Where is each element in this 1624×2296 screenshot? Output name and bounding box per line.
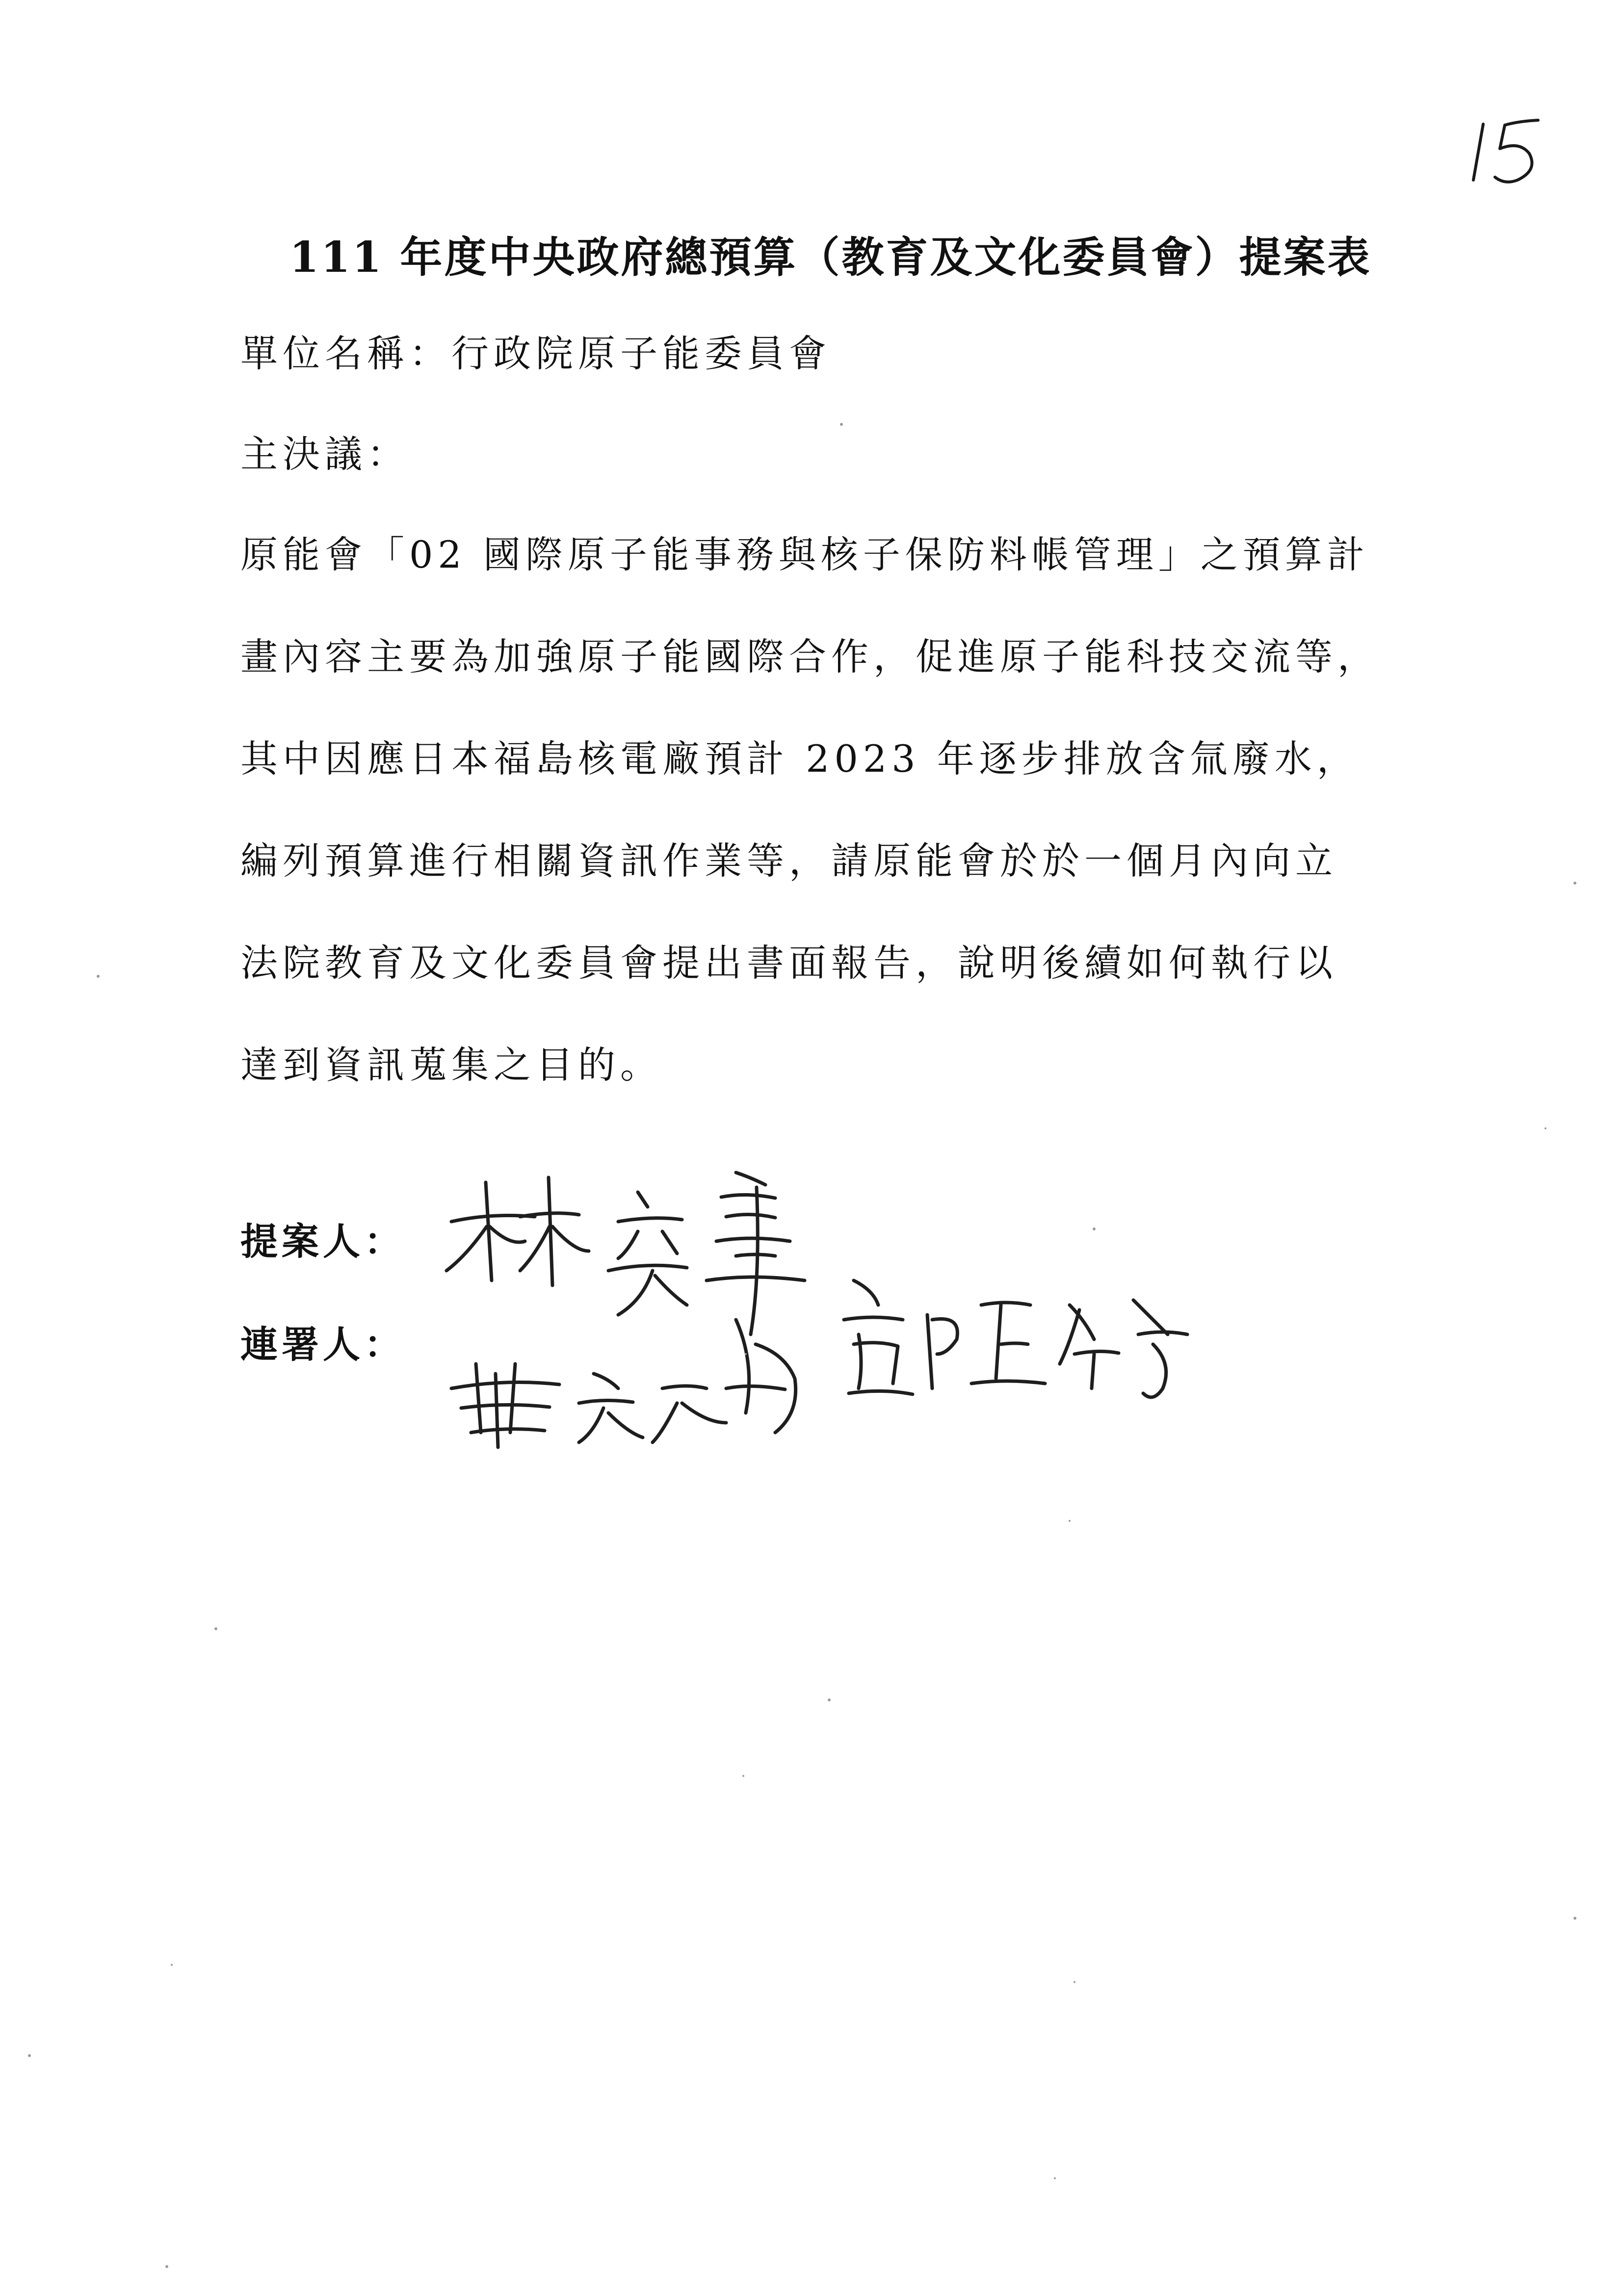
resolution-line: 法院教育及文化委員會提出書面報告，說明後續如何執行以: [240, 941, 1337, 985]
handwritten-page-number: [1465, 110, 1548, 194]
resolution-line: 達到資訊蒐集之目的。: [240, 1043, 662, 1087]
page-title: 111 年度中央政府總預算（教育及文化委員會）提案表: [289, 233, 1372, 282]
unit-name: 單位名稱：行政院原子能委員會: [240, 332, 831, 375]
resolution-line: 編列預算進行相關資訊作業等，請原能會於於一個月內向立: [240, 839, 1337, 883]
resolution-label: 主決議：: [240, 432, 409, 476]
resolution-line: 原能會「02 國際原子能事務與核子保防料帳管理」之預算計: [240, 533, 1369, 576]
resolution-line: 畫內容主要為加強原子能國際合作，促進原子能科技交流等，: [240, 635, 1380, 678]
resolution-line: 其中因應日本福島核電廠預計 2023 年逐步排放含氚廢水，: [240, 737, 1359, 781]
handwritten-signatures: [432, 1158, 1217, 1462]
cosigner-label: 連署人：: [240, 1323, 405, 1366]
proposer-label: 提案人：: [240, 1220, 405, 1263]
